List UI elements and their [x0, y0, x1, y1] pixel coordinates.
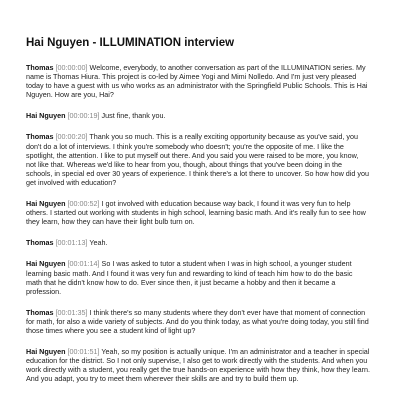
utterance-text: I got involved with education because way back, I found it was very fun to help others. I started out working with students in high school, learning basic math. And it's really fun to see how they learn, how they can have their light bulb turn on.	[26, 199, 366, 227]
speaker-name: Hai Nguyen	[26, 111, 66, 121]
speaker-name: Thomas	[26, 307, 54, 317]
transcript-entry	[26, 238, 370, 247]
transcript-entry	[26, 63, 370, 99]
speaker-name: Thomas	[26, 238, 54, 248]
timestamp: [00:00:19]	[67, 111, 100, 121]
timestamp: [00:01:13]	[55, 238, 88, 248]
timestamp: [00:01:35]	[55, 307, 88, 317]
transcript-entry	[26, 308, 370, 335]
timestamp: [00:00:00]	[55, 63, 88, 72]
utterance-text: Yeah, so my position is actually unique. I'm an administrator and a teacher in special education for the district. So I not only supervise, I also get to work directly with the students. And when you work directly with a student, you really get the true hands-on experience with how they think, how they learn. And you adapt, you try to meet them wherever their skills are and try to build them up.	[26, 347, 370, 384]
timestamp: [00:01:14]	[67, 259, 100, 269]
utterance-text: Yeah.	[89, 238, 108, 248]
transcript-entry	[26, 132, 370, 187]
speaker-name: Hai Nguyen	[26, 199, 66, 209]
speaker-name: Thomas	[26, 132, 54, 142]
document-title: Hai Nguyen - ILLUMINATION interview	[26, 37, 235, 49]
speaker-name: Thomas	[26, 63, 54, 72]
transcript-entry	[26, 199, 370, 226]
utterance-text: I think there's so many students where they don't ever have that moment of connection for math, for also a wide variety of subjects. And do you think today, as what you're doing today, you still find those times where you see a student kind of light up?	[26, 307, 369, 335]
transcript-body	[26, 63, 370, 383]
utterance-text: Thank you so much. This is a really exciting opportunity because as you've said, you don't do a lot of interviews. I think you're somebody who doesn't; you're the opposite of me. I like the spotlight, the attention. I like to put myself out there. And you said you were raised to be more, you know, not like that. Whereas we'd like to hear from you, though, about things that you've been doing in the schools, in special ed over 30 years of experience. I think there's a lot there to uncover. So how how did you get involved with education?	[26, 132, 369, 187]
timestamp: [00:00:52]	[67, 199, 100, 209]
utterance-text: So I was asked to tutor a student when I was in high school, a younger student learning basic math. And I found it was very fun and rewarding to kind of teach him how to do the basic math that he didn't know how to do. Ever since then, it just became a hobby and then it became a profession.	[26, 259, 353, 296]
utterance-text: Just fine, thank you.	[101, 111, 166, 121]
transcript-entry	[26, 259, 370, 295]
speaker-name: Hai Nguyen	[26, 259, 66, 269]
timestamp: [00:01:51]	[67, 347, 100, 357]
speaker-name: Hai Nguyen	[26, 347, 66, 357]
transcript-entry	[26, 347, 370, 383]
utterance-text: Welcome, everybody, to another conversation as part of the ILLUMINATION series. My name is Thomas Hiura. This project is co-led by Aimee Yogi and Mimi Nolledo. And I'm just very pleased today to have a guest with us who works as an administrator with the Springfield Public Schools. This is Hai Nguyen. How are you, Hai?	[26, 63, 368, 100]
timestamp: [00:00:20]	[55, 132, 88, 142]
transcript-entry	[26, 111, 370, 120]
